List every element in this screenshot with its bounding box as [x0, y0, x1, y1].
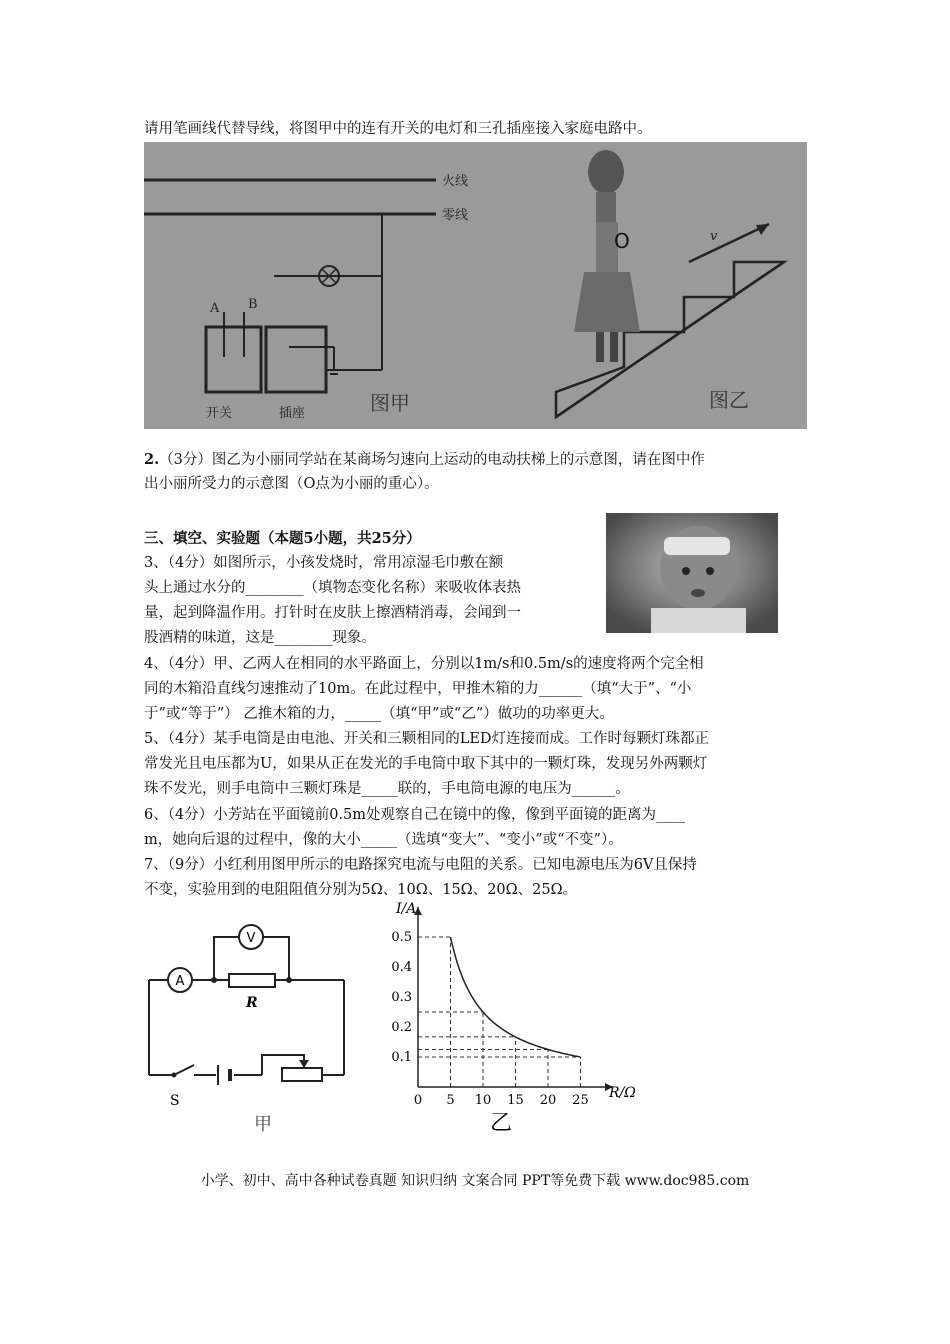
- question-6-line-2: m，她向后退的过程中，像的大小_____（选填“变大”、“变小”或“不变”）。: [144, 832, 623, 848]
- current-resistance-chart: [376, 895, 646, 1135]
- question-2-number: 2.: [144, 451, 160, 468]
- question-3-line-3: 量，起到降温作用。打针时在皮肤上擦酒精消毒，会闻到一: [144, 605, 521, 621]
- chart-caption: 乙: [489, 1111, 513, 1135]
- question-2-line-1: 2.（3分）图乙为小丽同学站在某商场匀速向上运动的电动扶梯上的示意图，请在图中作: [144, 451, 705, 468]
- question-5-line-3: 珠不发光，则手电筒中三颗灯珠是_____联的，手电筒电源的电压为______。: [144, 781, 630, 797]
- chart-x-tick: 15: [507, 1093, 524, 1108]
- figure-circuit-escalator: [144, 142, 807, 429]
- label-a: A: [210, 301, 220, 316]
- point-o-label: O: [614, 229, 630, 253]
- question-3-line-4: 股酒精的味道，这是________现象。: [144, 630, 376, 646]
- question-7-line-1: 7、（9分）小红利用图甲所示的电路探究电流与电阻的关系。已知电源电压为6V且保持: [144, 857, 697, 873]
- live-wire-label: 火线: [442, 174, 469, 189]
- chart-x-tick: 25: [572, 1093, 589, 1108]
- label-b: B: [248, 297, 258, 312]
- chart-x-tick: 0: [413, 1093, 423, 1108]
- fig-a-label: 图甲: [370, 391, 410, 415]
- chart-x-tick: 5: [446, 1093, 455, 1108]
- voltmeter-label: V: [246, 931, 256, 946]
- socket-label: 插座: [279, 406, 306, 421]
- chart-y-tick: 0.1: [391, 1050, 412, 1065]
- switch-label: S: [170, 1093, 180, 1109]
- question-6-line-1: 6、（4分）小芳站在平面镜前0.5m处观察自己在镜中的像，像到平面镜的距离为____: [144, 807, 686, 823]
- question-5-line-2: 常发光且电压都为U，如果从正在发光的手电筒中取下其中的一颗灯珠，发现另外两颗灯: [144, 756, 708, 772]
- question-4-line-3: 于”或“等于”） 乙推木箱的力，_____（填“甲”或“乙”）做功的功率更大。: [144, 706, 614, 722]
- fig-b-label: 图乙: [709, 388, 749, 412]
- chart-y-tick: 0.3: [391, 990, 412, 1005]
- chart-ylabel: I/A: [396, 901, 417, 917]
- resistor-label: R: [246, 995, 258, 1011]
- baby-photo: [606, 513, 778, 633]
- neutral-wire-label: 零线: [442, 208, 469, 223]
- chart-y-tick: 0.2: [391, 1020, 412, 1035]
- page-footer: 小学、初中、高中各种试卷真题 知识归纳 文案合同 PPT等免费下载 www.doc985.com: [200, 1173, 750, 1189]
- intro-text: 请用笔画线代替导线，将图甲中的连有开关的电灯和三孔插座接入家庭电路中。: [144, 121, 652, 137]
- chart-x-tick: 10: [474, 1093, 492, 1108]
- circuit-caption: 甲: [254, 1114, 272, 1135]
- question-2-line-2: 出小丽所受力的示意图（O点为小丽的重心）。: [144, 476, 439, 492]
- switch-label: 开关: [206, 406, 233, 421]
- question-5-line-1: 5、（4分）某手电筒是由电池、开关和三颗相同的LED灯连接而成。工作时每颗灯珠都正: [144, 731, 710, 747]
- circuit-diagram: [144, 915, 354, 1135]
- chart-y-tick: 0.4: [391, 960, 412, 975]
- question-3-line-2: 头上通过水分的________（填物态变化名称）来吸收体表热: [144, 580, 521, 596]
- velocity-label: v: [710, 229, 718, 244]
- question-7-line-2: 不变，实验用到的电阻阻值分别为5Ω、10Ω、15Ω、20Ω、25Ω。: [144, 882, 578, 898]
- question-3-line-1: 3、（4分）如图所示，小孩发烧时，常用凉湿毛巾敷在额: [144, 555, 504, 571]
- chart-curve: [451, 937, 581, 1057]
- section-3-heading: 三、填空、实验题（本题5小题，共25分）: [144, 530, 421, 547]
- chart-y-tick: 0.5: [391, 930, 412, 945]
- question-4-line-1: 4、（4分）甲、乙两人在相同的水平路面上，分别以1m/s和0.5m/s的速度将两个完全相: [144, 656, 704, 672]
- ammeter-label: A: [175, 974, 185, 989]
- chart-xlabel: R/Ω: [609, 1085, 636, 1101]
- question-4-line-2: 同的木箱沿直线匀速推动了10m。在此过程中，甲推木箱的力______（填“大于”、“小: [144, 681, 692, 697]
- chart-x-tick: 20: [539, 1093, 557, 1108]
